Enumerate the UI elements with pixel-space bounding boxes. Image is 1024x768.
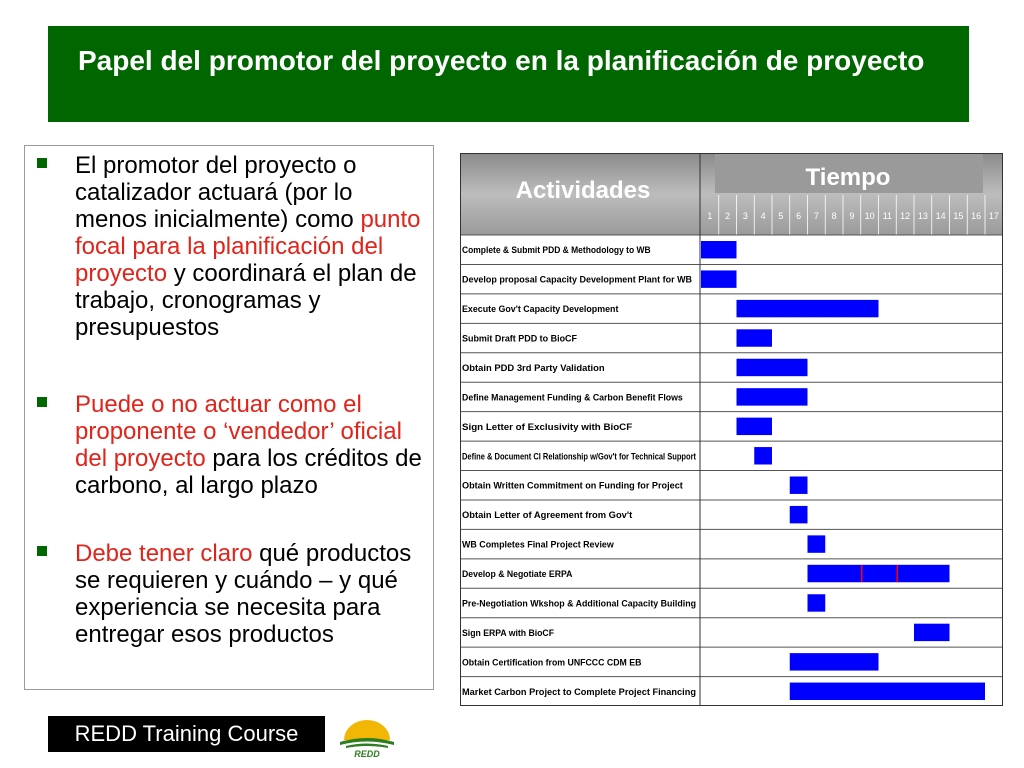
task-label: Pre-Negotiation Wkshop & Additional Capacity Building [462, 598, 697, 610]
task-label: Obtain PDD 3rd Party Validation [462, 362, 605, 374]
task-bar [737, 300, 879, 317]
title-bar [48, 26, 969, 122]
task-bar [790, 653, 879, 670]
period-label: 14 [935, 211, 946, 221]
slide-title: Papel del promotor del proyecto en la planificación de proyecto [78, 45, 925, 76]
task-label: Sign ERPA with BioCF [462, 627, 555, 639]
period-label: 2 [725, 211, 731, 221]
task-label: Obtain Letter of Agreement from Gov't [462, 510, 634, 522]
task-label: WB Completes Final Project Review [462, 539, 615, 551]
task-bar [808, 565, 950, 582]
activities-header: Actividades [515, 177, 651, 204]
task-label: Sign Letter of Exclusivity with BioCF [462, 421, 633, 433]
period-label: 1 [707, 211, 713, 221]
task-bar [808, 535, 826, 552]
period-label: 3 [742, 211, 748, 221]
task-bar [914, 624, 950, 641]
period-label: 5 [778, 211, 784, 221]
redd-logo-icon [336, 716, 398, 760]
period-label: 17 [988, 211, 999, 221]
task-label: Obtain Certification from UNFCCC CDM EB [462, 657, 642, 669]
bullet-text-segment: para los créditos de carbono, al largo plazo [75, 445, 422, 499]
task-bar [737, 359, 808, 376]
period-label: 15 [953, 211, 964, 221]
footer-bar [48, 716, 325, 752]
task-bar [790, 477, 808, 494]
period-label: 8 [831, 211, 837, 221]
period-label: 13 [917, 211, 928, 221]
task-bar [790, 683, 985, 700]
task-label: Develop proposal Capacity Development Plant for WB [462, 274, 693, 286]
bullet-marker-icon [37, 546, 47, 556]
task-bar [701, 241, 737, 258]
period-label: 16 [971, 211, 982, 221]
task-label: Submit Draft PDD to BioCF [462, 333, 578, 345]
period-label: 6 [796, 211, 802, 221]
bullet-marker-icon [37, 397, 47, 407]
bullet-text-segment: El promotor del proyecto o catalizador actuará (por lo menos inicialmente) como [75, 152, 361, 233]
time-header: Tiempo [805, 164, 891, 191]
logo-text: REDD [354, 749, 380, 759]
task-label: Define & Document CI Relationship w/Gov't for Technical Support [462, 451, 697, 463]
bullet-list [24, 145, 434, 690]
bullet-marker-icon [37, 158, 47, 168]
bullet-text-segment: qué productos se requieren y cuándo – y qué experiencia se necesita para entregar esos productos [75, 540, 412, 648]
bullet-text-segment: y coordinará el plan de trabajo, cronogramas y presupuestos [75, 260, 417, 341]
task-bar [737, 418, 773, 435]
task-label: Obtain Written Commitment on Funding for Project [462, 480, 684, 492]
bullet-text-highlight: punto focal para la planificación del proyecto [75, 206, 421, 287]
period-label: 12 [900, 211, 911, 221]
task-bar [754, 447, 772, 464]
period-label: 9 [849, 211, 855, 221]
course-name: REDD Training Course [74, 721, 299, 746]
task-bar [737, 329, 773, 346]
task-bar [790, 506, 808, 523]
task-label: Develop & Negotiate ERPA [462, 569, 573, 581]
bullet-text [75, 391, 430, 499]
bullet-text-highlight: Puede o no actuar como el proponente o ‘vendedor’ oficial del proyecto [75, 391, 402, 472]
task-label: Complete & Submit PDD & Methodology to WB [462, 245, 651, 257]
task-label: Market Carbon Project to Complete Project Financing [462, 686, 697, 698]
task-bar [701, 270, 737, 287]
period-label: 10 [864, 211, 875, 221]
task-bar [737, 388, 808, 405]
bullet-text [75, 152, 430, 341]
bullet-text-highlight: Debe tener claro [75, 540, 253, 567]
task-label: Execute Gov't Capacity Development [462, 304, 620, 316]
gantt-chart [460, 153, 1003, 706]
period-label: 11 [882, 211, 893, 221]
task-label: Define Management Funding & Carbon Benefit Flows [462, 392, 683, 404]
period-label: 4 [760, 211, 766, 221]
period-label: 7 [813, 211, 819, 221]
task-bar [808, 594, 826, 611]
bullet-text [75, 540, 430, 648]
